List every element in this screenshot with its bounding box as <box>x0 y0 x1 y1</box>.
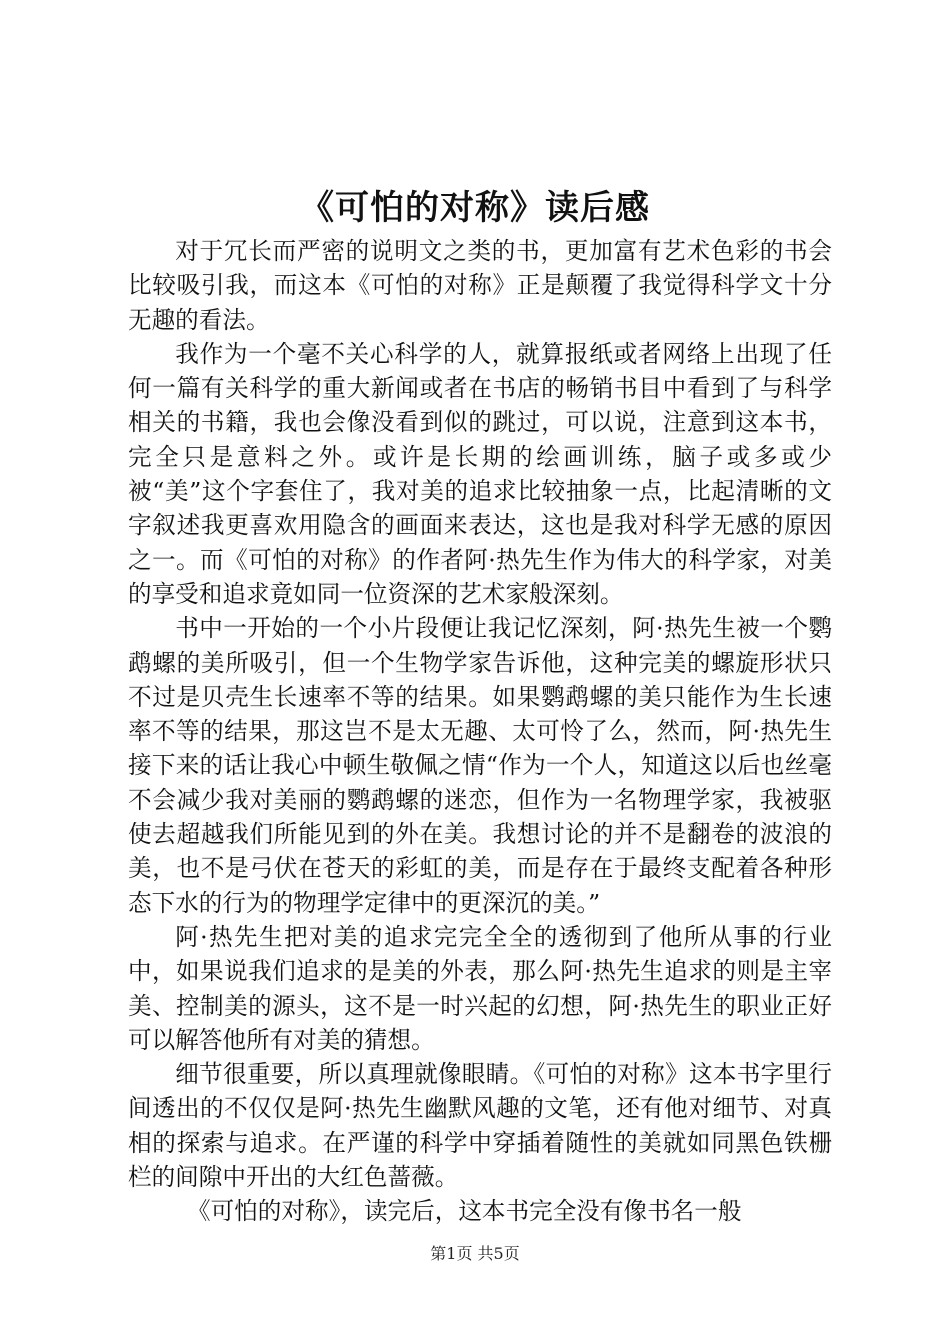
paragraph-4: 阿·热先生把对美的追求完完全全的透彻到了他所从事的行业中，如果说我们追求的是美的外表，那么阿·热先生追求的则是主宰美、控制美的源头，这不是一时兴起的幻想，阿·热先生的职业正好可以解答他所有对美的猜想。 <box>128 922 832 1054</box>
document-body <box>128 234 832 1229</box>
page-number-footer: 第1页 共5页 <box>430 1244 520 1263</box>
paragraph-1: 对于冗长而严密的说明文之类的书，更加富有艺术色彩的书会比较吸引我，而这本《可怕的对称》正是颠覆了我觉得科学文十分无趣的看法。 <box>128 237 832 334</box>
paragraph-2: 我作为一个毫不关心科学的人，就算报纸或者网络上出现了任何一篇有关科学的重大新闻或者在书店的畅销书目中看到了与科学相关的书籍，我也会像没看到似的跳过，可以说，注意到这本书，完全只是意料之外。或许是长期的绘画训练，脑子或多或少被“美”这个字套住了，我对美的追求比较抽象一点，比起清晰的文字叙述我更喜欢用隐含的画面来表达，这也是我对科学无感的原因之一。而《可怕的对称》的作者阿·热先生作为伟大的科学家，对美的享受和追求竟如同一位资深的艺术家般深刻。 <box>128 339 832 608</box>
paragraph-5: 细节很重要，所以真理就像眼睛。《可怕的对称》这本书字里行间透出的不仅仅是阿·热先生幽默风趣的文笔，还有他对细节、对真相的探索与追求。在严谨的科学中穿插着随性的美就如同黑色铁栅栏的间隙中开出的大红色蔷薇。 <box>128 1060 832 1192</box>
document-title: 《可怕的对称》读后感 <box>300 188 650 228</box>
paragraph-3: 书中一开始的一个小片段便让我记忆深刻，阿·热先生被一个鹦鹉螺的美所吸引，但一个生物学家告诉他，这种完美的螺旋形状只不过是贝壳生长速率不等的结果。如果鹦鹉螺的美只能作为生长速率不等的结果，那这岂不是太无趣、太可怜了么，然而，阿·热先生接下来的话让我心中顿生敬佩之情“作为一个人，知道这以后也丝毫不会减少我对美丽的鹦鹉螺的迷恋，但作为一名物理学家，我被驱使去超越我们所能见到的外在美。我想讨论的并不是翻卷的波浪的美，也不是弓伏在苍天的彩虹的美，而是存在于最终支配着各种形态下水的行为的物理学定律中的更深沉的美。” <box>128 614 832 917</box>
paragraph-6: 《可怕的对称》，读完后，这本书完全没有像书名一般 <box>187 1197 742 1226</box>
